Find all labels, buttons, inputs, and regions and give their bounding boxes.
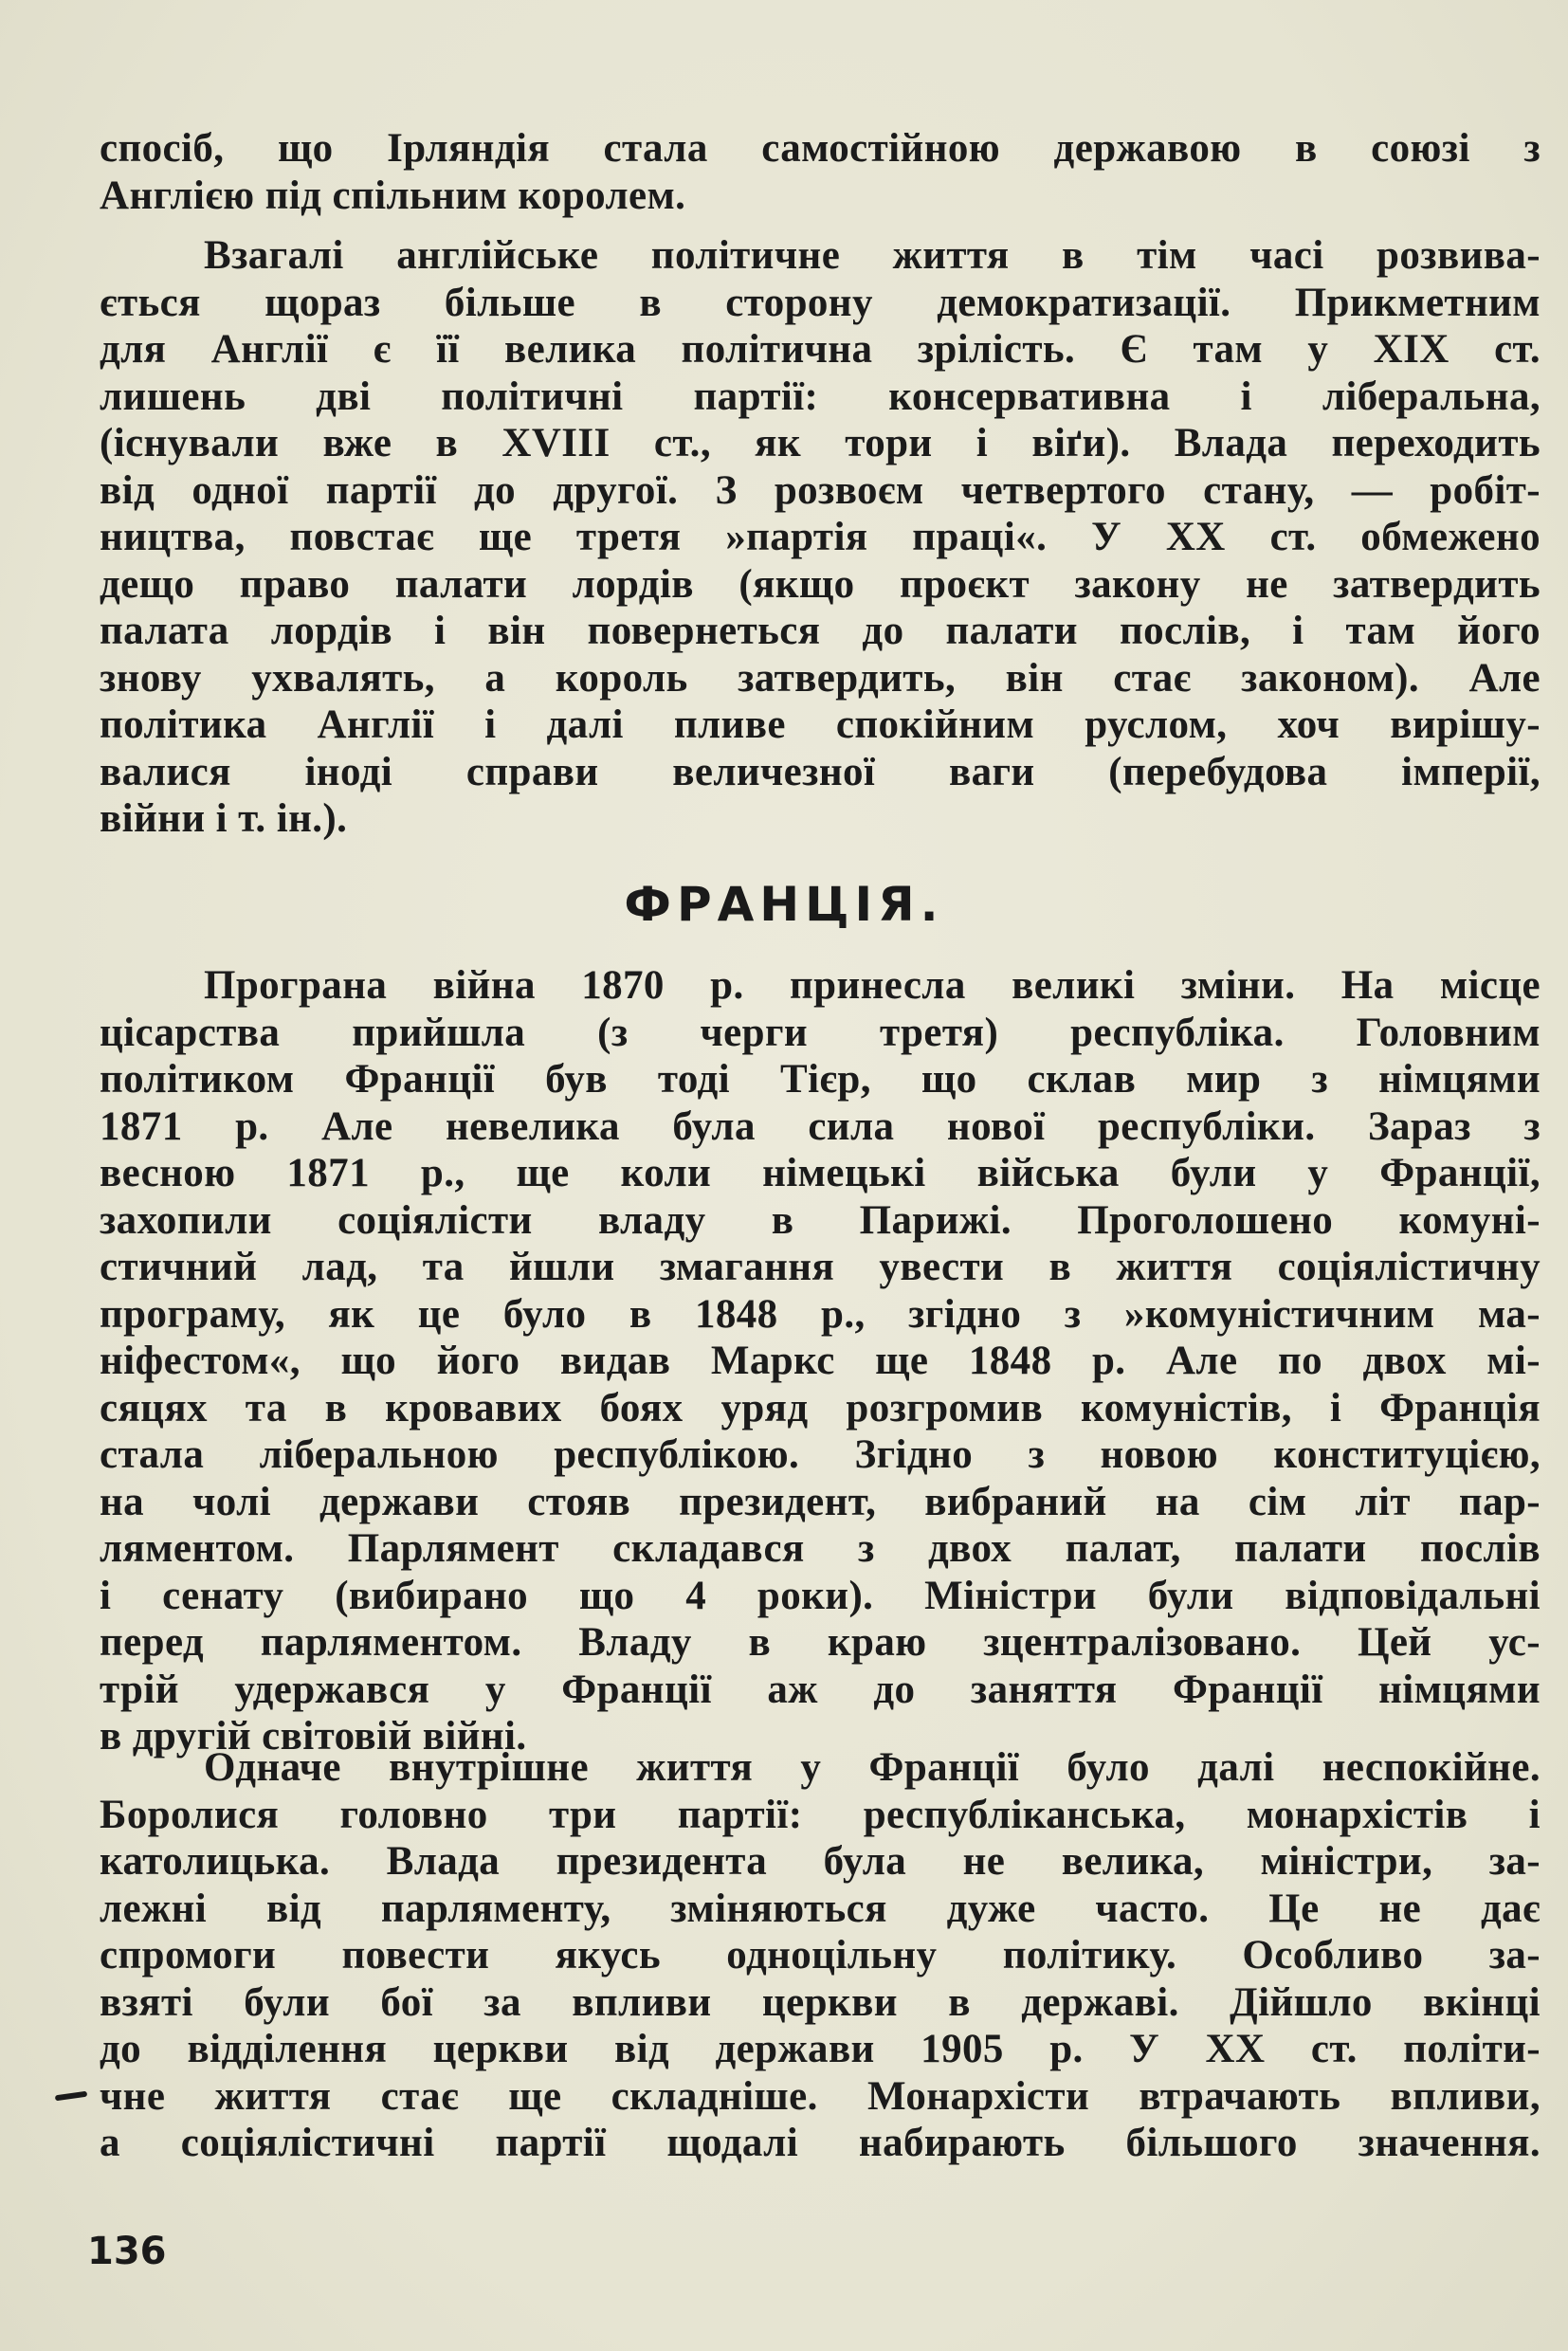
text-line: до відділення церкви від держави 1905 р. У XX ст. політи- — [100, 2027, 1541, 2071]
text-line: 1871 р. Але невелика була сила нової республіки. Зараз з — [100, 1103, 1541, 1149]
text-line: Одначе внутрішне життя у Франції було далі неспокійне. — [204, 1745, 1541, 1790]
paragraph-france-republic — [100, 962, 1541, 1760]
text-line: захопили соціялісти владу в Парижі. Проголошено комуні- — [100, 1197, 1541, 1243]
text-line: весною 1871 р., ще коли німецькі війська були у Франції, — [100, 1151, 1541, 1195]
text-line: Взагалі англійське політичне життя в тім часі розвива- — [204, 233, 1541, 278]
text-line: війни і т. ін.). — [100, 796, 348, 841]
text-line: Англією під спільним королем. — [100, 173, 686, 218]
text-line: Програна війна 1870 р. принесла великі зміни. На місце — [204, 963, 1541, 1008]
text-line: Боролися головно три партії: республіканська, монархістів і — [100, 1792, 1541, 1837]
page-number: 136 — [87, 2230, 167, 2273]
text-line: лишень дві політичні партії: консервативна і ліберальна, — [100, 374, 1541, 419]
text-line: взяті були бої за впливи церкви в державі. Дійшло вкінці — [100, 1979, 1541, 2025]
text-line: ється щораз більше в сторону демократизації. Прикметним — [100, 280, 1541, 325]
text-line: від одної партії до другої. З розвоєм четвертого стану, — робіт- — [100, 467, 1541, 513]
text-line: чне життя стає ще складніше. Монархісти втрачають впливи, — [100, 2073, 1541, 2119]
text-line: ництва, повстає ще третя »партія праці«. У XX ст. обмежено — [100, 515, 1541, 559]
text-line: спосіб, що Ірляндія стала самостійною державою в союзі з — [100, 126, 1541, 171]
section-heading: ФРАНЦІЯ. — [624, 877, 944, 932]
text-line: на чолі держави стояв президент, вибраний на сім літ пар- — [100, 1479, 1541, 1524]
text-line: політика Англії і далі пливе спокійним руслом, хоч вирішу- — [100, 702, 1541, 747]
text-line: знову ухвалять, а король затвердить, він стає законом). Але — [100, 655, 1541, 701]
text-line: політиком Франції був тоді Тієр, що склав мир з німцями — [100, 1057, 1541, 1102]
text-line: ляментом. Парлямент складався з двох палат, палати послів — [100, 1526, 1541, 1571]
text-line: трій удержався у Франції аж до заняття Франції німцями — [100, 1667, 1541, 1712]
text-line: в другій світовій війні. — [100, 1714, 527, 1759]
text-line: стичний лад, та йшли змагання увести в життя соціялістичну — [100, 1245, 1541, 1289]
paragraph-ireland-end — [100, 125, 1541, 219]
text-line: ніфестом«, що його видав Маркс ще 1848 р. Але по двох мі- — [100, 1339, 1541, 1383]
paragraph-france-internal — [100, 1744, 1541, 2167]
text-line: і сенату (вибирано що 4 роки). Міністри були відповідальні — [100, 1573, 1541, 1618]
text-line: валися іноді справи величезної ваги (перебудова імперії, — [100, 749, 1541, 794]
text-line: програму, як це було в 1848 р., згідно з »комуністичним ма- — [100, 1291, 1541, 1337]
text-line: перед парляментом. Владу в краю зцентралізовано. Цей ус- — [100, 1620, 1541, 1665]
text-line: спромоги повести якусь одноцільну політику. Особливо за- — [100, 1933, 1541, 1977]
text-line: (існували вже в XVIII ст., як тори і віґи). Влада переходить — [100, 421, 1541, 465]
text-line: а соціялістичні партії щодалі набирають більшого значення. — [100, 2121, 1541, 2165]
text-line: цісарства прийшла (з черги третя) республіка. Головним — [100, 1010, 1541, 1055]
text-line: палата лордів і він повернеться до палати послів, і там його — [100, 609, 1541, 653]
text-line: для Англії є її велика політична зрілість. Є там у XIX ст. — [100, 327, 1541, 372]
paragraph-england-politics — [100, 232, 1541, 843]
text-line: стала ліберальною республікою. Згідно з новою конституцією, — [100, 1432, 1541, 1477]
text-line: католицька. Влада президента була не велика, міністри, за- — [100, 1839, 1541, 1884]
margin-mark-icon — [55, 2091, 88, 2102]
text-line: дещо право палати лордів (якщо проєкт закону не затвердить — [100, 561, 1541, 607]
text-line: сяцях та в кровавих боях уряд розгромив комуністів, і Франція — [100, 1385, 1541, 1431]
text-line: лежні від парляменту, зміняються дуже часто. Це не дає — [100, 1886, 1541, 1931]
